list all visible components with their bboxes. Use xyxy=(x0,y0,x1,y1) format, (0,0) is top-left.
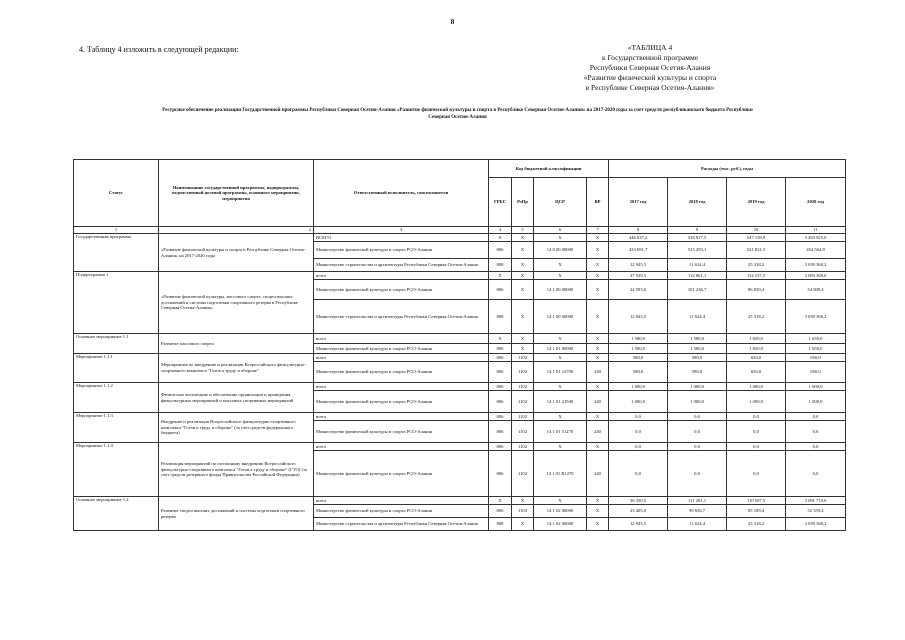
value-cell: 14 1 02 00000 xyxy=(534,505,587,518)
header-rzpr: РзПр xyxy=(512,178,534,227)
column-number: 10 xyxy=(727,227,786,234)
value-cell: X xyxy=(534,272,587,280)
value-cell: 240 xyxy=(587,362,609,383)
value-cell: 86 839,4 xyxy=(727,280,786,300)
status-cell: Государственная программа xyxy=(74,234,159,272)
header-2019: 2019 год xyxy=(727,178,786,227)
status-cell: Мероприятие 1.1.4 xyxy=(74,443,159,497)
name-cell: Реализация мероприятий по поэтапному внедрению Всероссийского физкультурно-спортивного комплекса "Готов к труду и обороне" (ГТО) (за счет средств резервного фонда Правительства Российской Федерации) xyxy=(159,443,314,497)
value-cell: 3 493 925,0 xyxy=(786,234,846,242)
value-cell: X xyxy=(512,259,534,272)
value-cell: 3 039 360,2 xyxy=(786,300,846,334)
table-row xyxy=(74,497,846,505)
value-cell: 650,0 xyxy=(786,354,846,362)
value-cell: 240 xyxy=(587,421,609,443)
status-cell: Мероприятие 1.1.2 xyxy=(74,383,159,413)
executor-cell: всего xyxy=(314,383,489,391)
value-cell: 1 650,0 xyxy=(727,344,786,354)
column-number: 4 xyxy=(489,227,512,234)
value-cell: 433 691,7 xyxy=(609,242,668,259)
value-cell: X xyxy=(587,443,609,451)
name-cell: «Развитие физической культуры, массового спорта, спорта высших достижений и системы подготовки спортивного резерва в Республике Северная Осетия-Алания» xyxy=(159,272,314,334)
status-cell: Подпрограмма 1 xyxy=(74,272,159,334)
name-cell: Развитие спорта высших достижений и системы подготовки спортивного резерва xyxy=(159,497,314,531)
value-cell: X xyxy=(587,300,609,334)
value-cell: 11 624,4 xyxy=(668,259,727,272)
column-number: 3 xyxy=(314,227,489,234)
value-cell: X xyxy=(512,518,534,531)
executor-cell: Министерство строительства и архитектуры Республики Северная Осетия-Алания xyxy=(314,518,489,531)
value-cell: X xyxy=(489,272,512,280)
value-cell: 101 236,7 xyxy=(668,280,727,300)
column-number: 7 xyxy=(587,227,609,234)
value-cell: X xyxy=(534,383,587,391)
value-cell: 14 1 02 00000 xyxy=(534,518,587,531)
value-cell: X xyxy=(587,354,609,362)
table-row xyxy=(74,272,846,280)
executor-cell: Министерство строительства и архитектуры Республики Северная Осетия-Алания xyxy=(314,259,489,272)
value-cell: 806 xyxy=(489,383,512,391)
table-row xyxy=(74,383,846,391)
executor-cell: Министерство физической культуры и спорта РСО-Алания xyxy=(314,280,489,300)
value-cell: 0,0 xyxy=(668,443,727,451)
value-cell: 1 000,0 xyxy=(727,383,786,391)
value-cell: 36 350,5 xyxy=(609,497,668,505)
value-cell: 0,0 xyxy=(609,413,668,421)
executor-cell: Министерство физической культуры и спорта РСО-Алания xyxy=(314,391,489,413)
status-cell: Основное мероприятие 1.2 xyxy=(74,497,159,531)
column-number: 2 xyxy=(159,227,314,234)
column-number: 6 xyxy=(534,227,587,234)
value-cell: 1 580,0 xyxy=(609,344,668,354)
executor-cell: всего xyxy=(314,443,489,451)
value-cell: 14 1 01 21940 xyxy=(534,391,587,413)
header-name: Наименование государственной программы, подпрограммы, ведомственной целевой программы, основного мероприятия, мероприятия xyxy=(159,160,314,227)
value-cell: 1102 xyxy=(512,383,534,391)
value-cell: 1 000,0 xyxy=(727,391,786,413)
value-cell: X xyxy=(587,242,609,259)
value-cell: 1103 xyxy=(512,505,534,518)
executor-cell: всего xyxy=(314,334,489,344)
column-number: 9 xyxy=(668,227,727,234)
value-cell: 0,0 xyxy=(727,443,786,451)
appendix-line: к Государственной программе xyxy=(601,53,699,62)
value-cell: 1 650,0 xyxy=(786,334,846,344)
value-cell: X xyxy=(587,234,609,242)
value-cell: X xyxy=(587,259,609,272)
value-cell: 11 624,4 xyxy=(668,518,727,531)
value-cell: X xyxy=(512,272,534,280)
value-cell: X xyxy=(534,443,587,451)
value-cell: 1 650,0 xyxy=(786,344,846,354)
value-cell: 12 945,5 xyxy=(609,259,668,272)
value-cell: 25 318,2 xyxy=(727,518,786,531)
value-cell: 650,0 xyxy=(786,362,846,383)
executor-cell: Министерство физической культуры и спорта РСО-Алания xyxy=(314,344,489,354)
executor-cell: ВСЕГО xyxy=(314,234,489,242)
value-cell: 806 xyxy=(489,505,512,518)
value-cell: 25 318,2 xyxy=(727,300,786,334)
value-cell: X xyxy=(489,497,512,505)
value-cell: 112 861,1 xyxy=(668,272,727,280)
value-cell: 240 xyxy=(587,451,609,497)
value-cell: 0,0 xyxy=(786,443,846,451)
header-expenses: Расходы (тыс. руб.), годы xyxy=(609,160,846,178)
value-cell: X xyxy=(489,234,512,242)
appendix-line: в Республике Северная Осетия-Алания» xyxy=(585,83,715,92)
value-cell: 1 000,0 xyxy=(668,383,727,391)
value-cell: 0,0 xyxy=(609,451,668,497)
value-cell: 0,0 xyxy=(727,451,786,497)
executor-cell: всего xyxy=(314,413,489,421)
value-cell: 806 xyxy=(489,421,512,443)
value-cell: X xyxy=(587,280,609,300)
value-cell: X xyxy=(512,334,534,344)
value-cell: 580,0 xyxy=(668,354,727,362)
value-cell: 1 000,0 xyxy=(786,383,846,391)
value-cell: 1102 xyxy=(512,362,534,383)
value-cell: X xyxy=(512,234,534,242)
value-cell: 0,0 xyxy=(727,413,786,421)
value-cell: 0,0 xyxy=(786,451,846,497)
header-executor: Ответственный исполнитель, соисполнители xyxy=(314,160,489,227)
value-cell: 1 000,0 xyxy=(609,391,668,413)
header-csr: ЦСР xyxy=(534,178,587,227)
value-cell: 0,0 xyxy=(668,451,727,497)
value-cell: 808 xyxy=(489,259,512,272)
header-2020: 2020 год xyxy=(786,178,846,227)
value-cell: X xyxy=(512,497,534,505)
value-cell: 14 1 01 00000 xyxy=(534,344,587,354)
value-cell: 650,0 xyxy=(727,354,786,362)
executor-cell: Министерство физической культуры и спорта РСО-Алания xyxy=(314,362,489,383)
value-cell: 521 821,5 xyxy=(727,242,786,259)
header-2018: 2018 год xyxy=(668,178,727,227)
value-cell: 1 000,0 xyxy=(786,391,846,413)
value-cell: X xyxy=(587,413,609,421)
executor-cell: всего xyxy=(314,497,489,505)
appendix-line: «ТАБЛИЦА 4 xyxy=(627,43,673,52)
name-cell: Развитие массового спорта xyxy=(159,334,314,354)
value-cell: 14 1 01 51270 xyxy=(534,421,587,443)
value-cell: 23 405,0 xyxy=(609,505,668,518)
value-cell: 12 945,5 xyxy=(609,518,668,531)
value-cell: 454 564,8 xyxy=(786,242,846,259)
value-cell: 1 650,0 xyxy=(727,334,786,344)
header-2017: 2017 год xyxy=(609,178,668,227)
name-cell: Внедрение и реализация Всероссийского физкультурно-спортивного комплекса "Готов к труду и обороне" (за счет средств федерального бюджета) xyxy=(159,413,314,443)
value-cell: 650,0 xyxy=(727,362,786,383)
value-cell: 806 xyxy=(489,242,512,259)
table-title-line: Ресурсное обеспечение реализации Государственной программы Республики Северная Осетия-Алания «Развитие физической культуры и спорта в Республике Северная Осетия-Алания» на 2017-2020 годы за счет средств республиканского бюджета Республики xyxy=(162,108,753,113)
value-cell: 580,0 xyxy=(609,354,668,362)
value-cell: 0,0 xyxy=(668,413,727,421)
value-cell: 0,0 xyxy=(786,421,846,443)
value-cell: 1 580,0 xyxy=(668,334,727,344)
value-cell: 14 1 01 12700 xyxy=(534,362,587,383)
table-row xyxy=(74,234,846,242)
value-cell: 1102 xyxy=(512,421,534,443)
appendix-heading xyxy=(560,43,740,93)
table-row xyxy=(74,413,846,421)
value-cell: 1102 xyxy=(512,451,534,497)
value-cell: X xyxy=(587,497,609,505)
value-cell: 536 917,5 xyxy=(668,234,727,242)
value-cell: 806 xyxy=(489,391,512,413)
resource-table xyxy=(73,159,846,531)
value-cell: 806 xyxy=(489,413,512,421)
value-cell: 14 1 00 00000 xyxy=(534,280,587,300)
value-cell: 14 1 01 R1270 xyxy=(534,451,587,497)
value-cell: 3 093 369,6 xyxy=(786,272,846,280)
value-cell: 52 359,4 xyxy=(786,505,846,518)
value-cell: X xyxy=(512,300,534,334)
value-cell: 12 945,5 xyxy=(609,300,668,334)
name-cell: «Развитие физической культуры и спорта в Республике Северная Осетия-Алания» на 2017-2020 годы xyxy=(159,234,314,272)
value-cell: X xyxy=(534,234,587,242)
value-cell: 111 281,1 xyxy=(668,497,727,505)
value-cell: 1102 xyxy=(512,413,534,421)
value-cell: 3 039 360,2 xyxy=(786,518,846,531)
executor-cell: Министерство строительства и архитектуры Республики Северная Осетия-Алания xyxy=(314,300,489,334)
value-cell: X xyxy=(587,344,609,354)
executor-cell: Министерство физической культуры и спорта РСО-Алания xyxy=(314,242,489,259)
value-cell: X xyxy=(587,383,609,391)
value-cell: 1 580,0 xyxy=(609,334,668,344)
value-cell: 99 656,7 xyxy=(668,505,727,518)
executor-cell: Министерство физической культуры и спорта РСО-Алания xyxy=(314,421,489,443)
header-budget-code: Код бюджетной классификации xyxy=(489,160,609,178)
value-cell: 1102 xyxy=(512,443,534,451)
value-cell: 525 293,1 xyxy=(668,242,727,259)
value-cell: X xyxy=(534,259,587,272)
value-cell: X xyxy=(534,497,587,505)
value-cell: X xyxy=(512,344,534,354)
name-cell: Физическое воспитание и обеспечение организации и проведения физкультурных мероприятий и массовых спортивных мероприятий xyxy=(159,383,314,413)
value-cell: 0,0 xyxy=(609,443,668,451)
value-cell: 808 xyxy=(489,300,512,334)
value-cell: 0,0 xyxy=(786,413,846,421)
value-cell: 580,0 xyxy=(609,362,668,383)
value-cell: 240 xyxy=(587,391,609,413)
value-cell: 1 580,0 xyxy=(668,344,727,354)
value-cell: 808 xyxy=(489,518,512,531)
value-cell: 1102 xyxy=(512,391,534,413)
value-cell: 11 624,4 xyxy=(668,300,727,334)
value-cell: 806 xyxy=(489,344,512,354)
executor-cell: Министерство физической культуры и спорта РСО-Алания xyxy=(314,451,489,497)
value-cell: 547 139,9 xyxy=(727,234,786,242)
value-cell: X xyxy=(587,505,609,518)
value-cell: 112 157,5 xyxy=(727,272,786,280)
executor-cell: Министерство физической культуры и спорта РСО-Алания xyxy=(314,505,489,518)
value-cell: X xyxy=(587,334,609,344)
value-cell: 580,0 xyxy=(668,362,727,383)
value-cell: 1 000,0 xyxy=(668,391,727,413)
value-cell: X xyxy=(512,242,534,259)
value-cell: X xyxy=(534,334,587,344)
table-row xyxy=(74,334,846,344)
header-grbs: ГРБС xyxy=(489,178,512,227)
value-cell: 1 000,0 xyxy=(609,383,668,391)
page-number: 8 xyxy=(450,18,455,26)
name-cell: Мероприятия по внедрению и реализации Всероссийского физкультурно-спортивного комплекса "Готов к труду и обороне" xyxy=(159,354,314,383)
value-cell: 110 507,5 xyxy=(727,497,786,505)
column-number: 5 xyxy=(512,227,534,234)
executor-cell: всего xyxy=(314,272,489,280)
value-cell: 1102 xyxy=(512,354,534,362)
value-cell: 37 539,5 xyxy=(609,272,668,280)
value-cell: 14 1 00 00000 xyxy=(534,300,587,334)
table-row xyxy=(74,443,846,451)
column-number-row xyxy=(74,227,846,234)
value-cell: 3 039 360,2 xyxy=(786,259,846,272)
value-cell: X xyxy=(512,280,534,300)
appendix-line: «Развитие физической культуры и спорта xyxy=(583,73,717,82)
value-cell: 25 318,2 xyxy=(727,259,786,272)
value-cell: 806 xyxy=(489,451,512,497)
table-title-line: Северная Осетия-Алания xyxy=(428,115,487,120)
header-vr: ВР xyxy=(587,178,609,227)
status-cell: Мероприятие 1.1.3 xyxy=(74,413,159,443)
value-cell: 806 xyxy=(489,443,512,451)
value-cell: X xyxy=(534,413,587,421)
value-cell: 14 0 00 00000 xyxy=(534,242,587,259)
column-number: 8 xyxy=(609,227,668,234)
executor-cell: всего xyxy=(314,354,489,362)
column-number: 11 xyxy=(786,227,846,234)
status-cell: Мероприятие 1.1.1 xyxy=(74,354,159,383)
value-cell: 0,0 xyxy=(727,421,786,443)
header-status: Статус xyxy=(74,160,159,227)
value-cell: X xyxy=(534,354,587,362)
value-cell: 0,0 xyxy=(609,421,668,443)
value-cell: 24 593,0 xyxy=(609,280,668,300)
table-title xyxy=(70,107,845,121)
value-cell: X xyxy=(587,518,609,531)
value-cell: X xyxy=(489,334,512,344)
status-cell: Основное мероприятие 1.1 xyxy=(74,334,159,354)
value-cell: 806 xyxy=(489,354,512,362)
column-number: 1 xyxy=(74,227,159,234)
table-row xyxy=(74,354,846,362)
value-cell: 54 009,4 xyxy=(786,280,846,300)
intro-text: 4. Таблицу 4 изложить в следующей редакции: xyxy=(79,45,239,54)
value-cell: 85 189,4 xyxy=(727,505,786,518)
appendix-line: Республики Северная Осетия-Алания xyxy=(589,63,711,72)
value-cell: 806 xyxy=(489,280,512,300)
value-cell: 806 xyxy=(489,362,512,383)
value-cell: 0,0 xyxy=(668,421,727,443)
value-cell: 3 091 719,6 xyxy=(786,497,846,505)
value-cell: 446 637,2 xyxy=(609,234,668,242)
value-cell: X xyxy=(587,272,609,280)
